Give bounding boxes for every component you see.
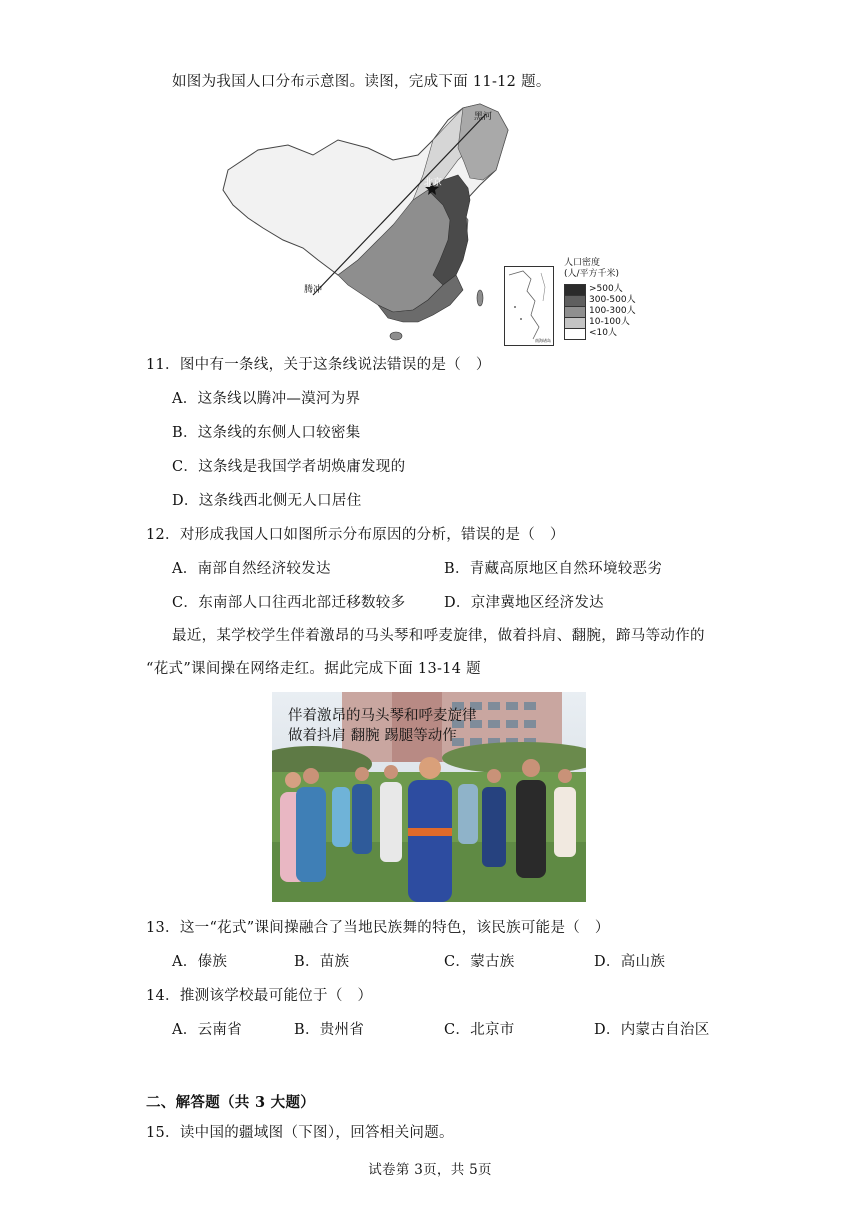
legend-label: <10人	[589, 328, 617, 338]
legend-swatch	[564, 328, 586, 340]
q13-option-a: A．傣族	[172, 954, 228, 970]
q12-stem: 12．对形成我国人口如图所示分布原因的分析，错误的是（ ）	[146, 527, 565, 543]
inset-svg	[505, 267, 553, 345]
q13-option-d: D．高山族	[594, 954, 666, 970]
q13-option-b: B．苗族	[294, 954, 350, 970]
q11-option-a: A．这条线以腾冲—漠河为界	[172, 391, 361, 407]
q11-option-d: D．这条线西北侧无人口居住	[172, 493, 362, 509]
q12-option-c: C．东南部人口往西北部迁移数较多	[172, 595, 406, 611]
q11-option-c: C．这条线是我国学者胡焕庸发现的	[172, 459, 406, 475]
legend-label: 300-500人	[589, 295, 636, 305]
label-tengchong: 腾冲	[304, 285, 323, 295]
legend-item	[564, 317, 636, 328]
q12-option-a: A．南部自然经济较发达	[172, 561, 331, 577]
q13-stem: 13．这一“花式”课间操融合了当地民族舞的特色，该民族可能是（ ）	[146, 920, 610, 936]
population-density-map	[218, 100, 640, 348]
legend-title: 人口密度	[564, 258, 601, 268]
page-footer: 试卷第 3页，共 5页	[368, 1162, 492, 1178]
legend-label: >500人	[589, 284, 623, 294]
label-beijing: 北京	[424, 178, 443, 188]
legend-item	[564, 284, 636, 295]
legend-item	[564, 328, 636, 339]
q14-option-b: B．贵州省	[294, 1022, 365, 1038]
photo-intro-line2: “花式”课间操在网络走红。据此完成下面 13-14 题	[146, 661, 481, 677]
q11-option-b: B．这条线的东侧人口较密集	[172, 425, 361, 441]
q12-option-b: B．青藏高原地区自然环境较恶劣	[444, 561, 663, 577]
q14-option-c: C．北京市	[444, 1022, 515, 1038]
label-heihe: 黑河	[474, 112, 493, 122]
q15-stem: 15．读中国的疆域图（下图），回答相关问题。	[146, 1125, 454, 1141]
q14-stem: 14．推测该学校最可能位于（ ）	[146, 988, 373, 1004]
legend-label: 10-100人	[589, 317, 630, 327]
q14-option-d: D．内蒙古自治区	[594, 1022, 710, 1038]
legend-unit: (人/平方千米)	[564, 269, 620, 279]
q13-option-c: C．蒙古族	[444, 954, 515, 970]
school-exercise-photo	[272, 692, 586, 902]
inset-label: 南海诸岛	[535, 338, 551, 343]
legend-item	[564, 295, 636, 306]
q14-option-a: A．云南省	[172, 1022, 242, 1038]
photo-caption-line1: 伴着激昂的马头琴和呼麦旋律	[288, 708, 477, 724]
legend-item	[564, 306, 636, 317]
photo-intro-line1: 最近，某学校学生伴着激昂的马头琴和呼麦旋律，做着抖肩、翻腕，蹄马等动作的	[172, 628, 705, 644]
legend-label: 100-300人	[589, 306, 636, 316]
legend-items	[564, 284, 636, 339]
south-china-sea-inset	[504, 266, 554, 346]
section-2-heading: 二、解答题（共 3 大题）	[146, 1094, 316, 1111]
map-legend	[564, 258, 636, 339]
photo-caption-line2: 做着抖肩 翻腕 踢腿等动作	[288, 728, 457, 744]
q12-option-d: D．京津冀地区经济发达	[444, 595, 604, 611]
map-intro-text: 如图为我国人口分布示意图。读图，完成下面 11-12 题。	[172, 74, 551, 90]
q11-stem: 11．图中有一条线，关于这条线说法错误的是（ ）	[146, 357, 491, 373]
